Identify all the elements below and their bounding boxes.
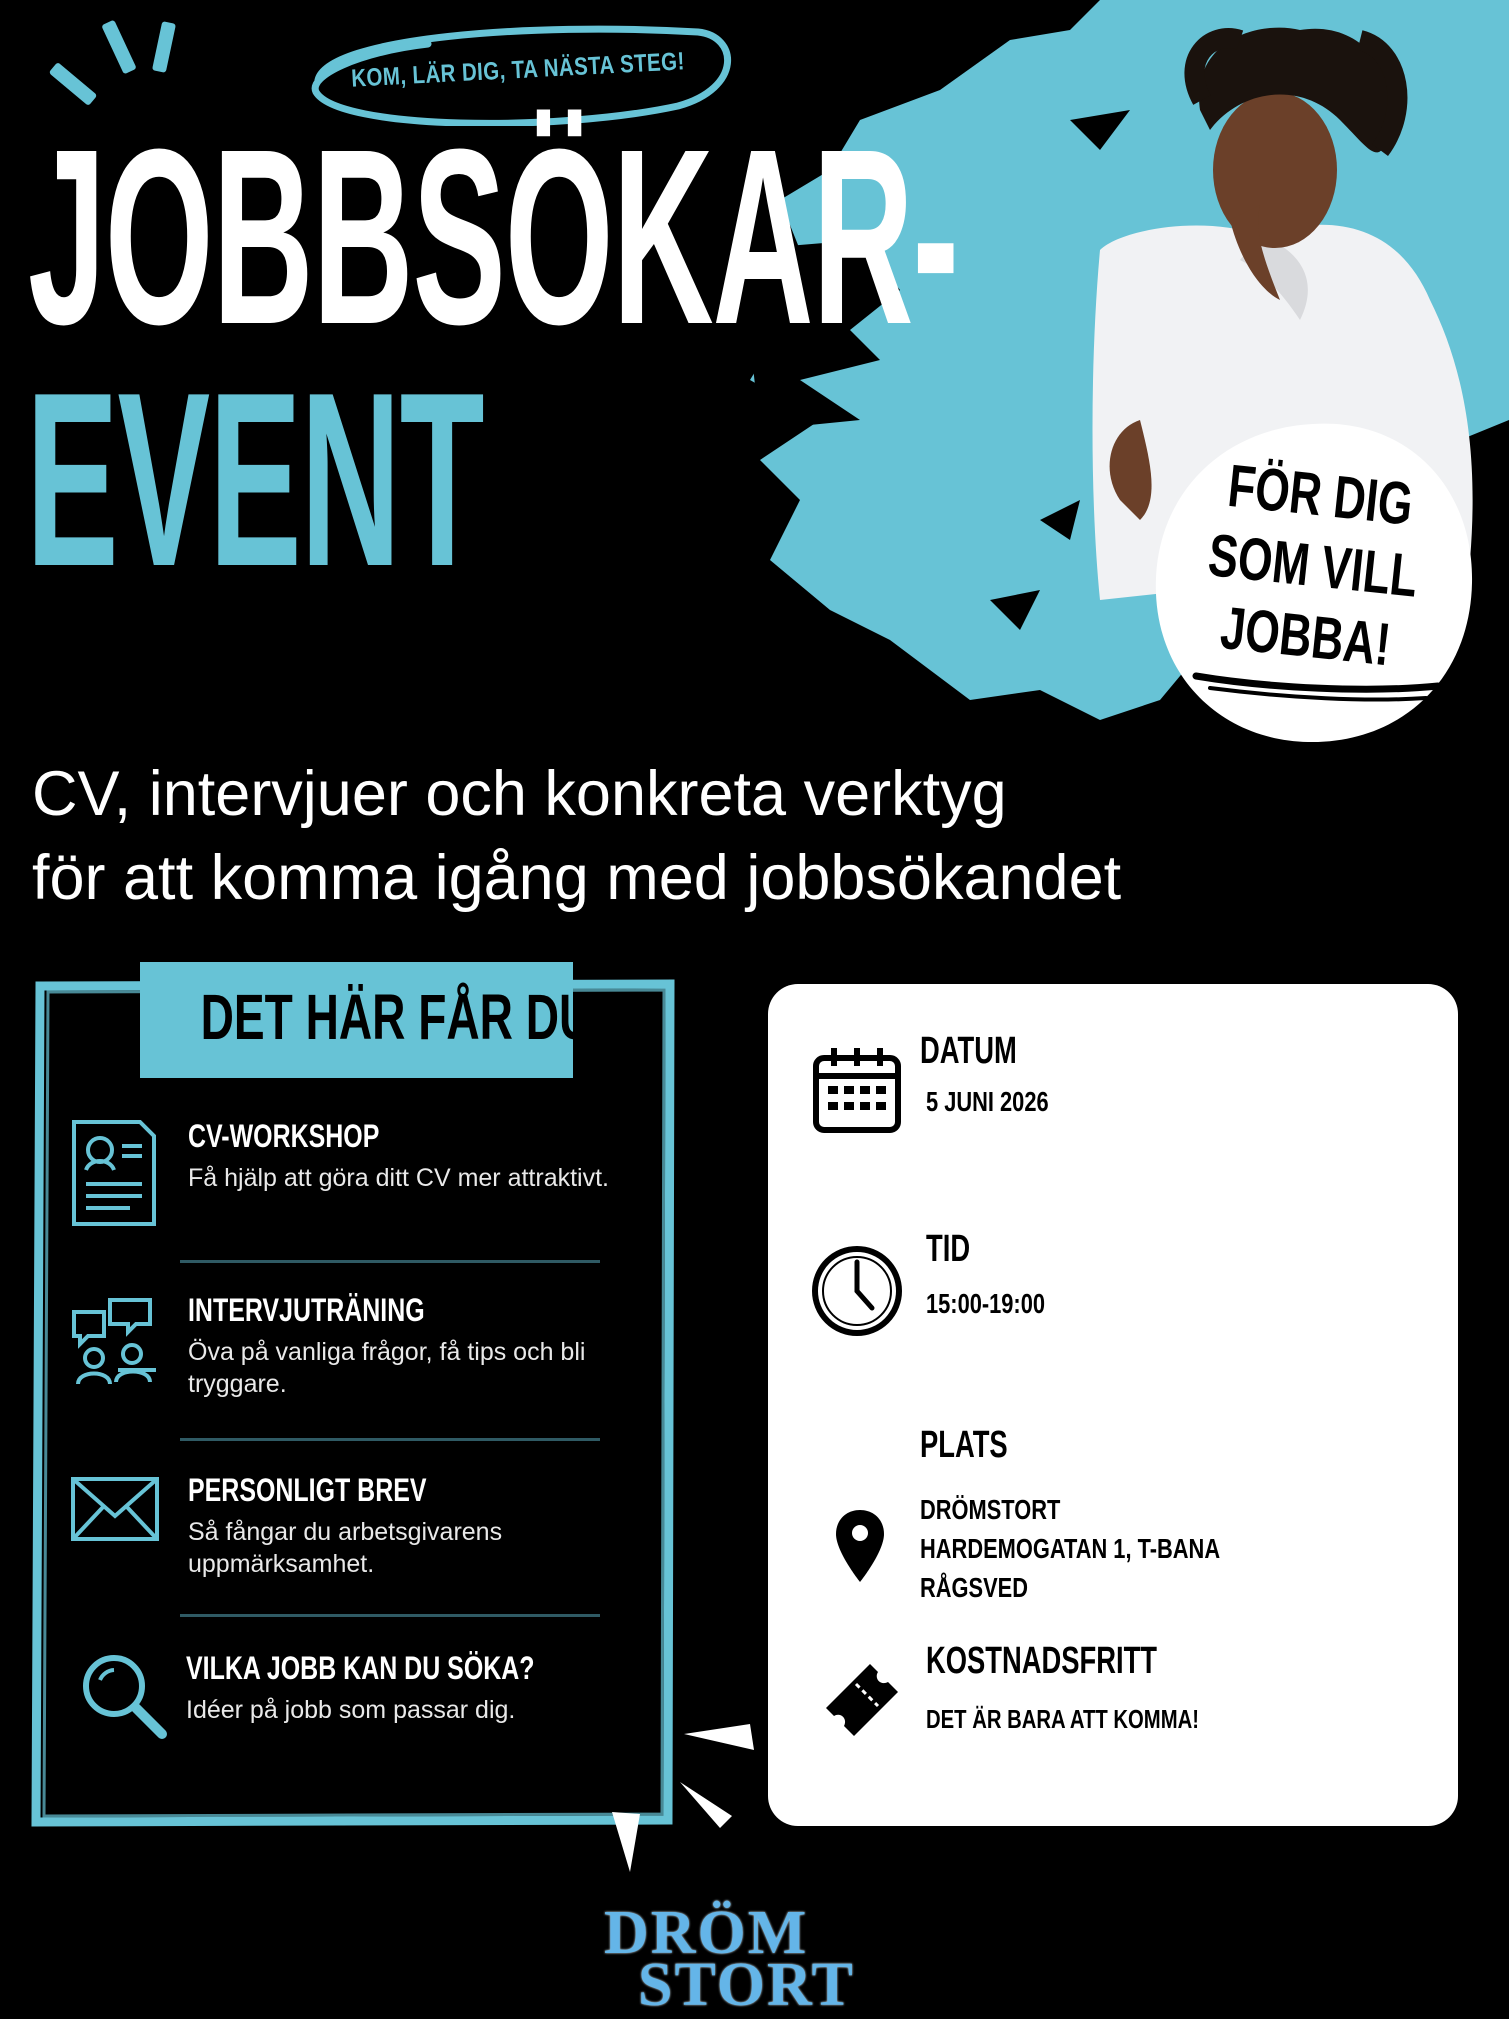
feature-title: PERSONLIGT BREV xyxy=(188,1472,427,1508)
title-line-2: EVENT xyxy=(26,340,484,618)
time-label: TID xyxy=(926,1228,971,1270)
title-line-1: JOBBSÖKAR- xyxy=(28,97,958,376)
date-label: DATUM xyxy=(920,1030,1017,1072)
location-pin-icon xyxy=(834,1508,886,1589)
dromstort-logo xyxy=(598,1899,873,2019)
interview-icon xyxy=(70,1292,158,1392)
features-heading: DET HÄR FÅR DU: xyxy=(200,981,608,1053)
place-label: PLATS xyxy=(920,1424,1008,1466)
place-line-1: DRÖMSTORT xyxy=(920,1494,1061,1525)
place-line-3: RÅGSVED xyxy=(920,1572,1029,1603)
cost-label: KOSTNADSFRITT xyxy=(926,1640,1158,1682)
feature-item-interview xyxy=(70,1292,650,1412)
subtitle xyxy=(32,752,1332,920)
feature-desc: Få hjälp att göra ditt CV mer attraktivt. xyxy=(188,1164,609,1192)
logo-line-2: STORT xyxy=(638,1951,855,2019)
logo-line-1: DRÖM xyxy=(604,1899,809,1967)
magnifier-icon xyxy=(78,1650,166,1750)
feature-item-cv xyxy=(70,1118,650,1238)
feature-title: INTERVJUTRÄNING xyxy=(188,1292,425,1328)
place-line-2: HARDEMOGATAN 1, T-BANA xyxy=(920,1533,1221,1564)
tagline-text: KOM, LÄR DIG, TA NÄSTA STEG! xyxy=(350,47,686,93)
subtitle-line-2: för att komma igång med jobbsökandet xyxy=(32,843,1122,913)
time-value: 15:00-19:00 xyxy=(926,1288,1045,1319)
spark-decoration xyxy=(680,1720,780,1875)
subtitle-line-1: CV, intervjuer och konkreta verktyg xyxy=(32,759,1007,829)
feature-title: CV-WORKSHOP xyxy=(188,1118,380,1154)
spark-decoration xyxy=(152,21,176,73)
spark-decoration xyxy=(610,1810,650,1885)
clock-icon xyxy=(810,1244,904,1343)
audience-badge xyxy=(1148,418,1478,748)
feature-item-jobs xyxy=(70,1650,650,1760)
feature-item-letter xyxy=(70,1472,650,1592)
feature-title: VILKA JOBB KAN DU SÖKA? xyxy=(186,1650,535,1686)
resume-icon xyxy=(70,1118,158,1218)
badge-line-2: SOM VILL xyxy=(1205,521,1421,610)
feature-desc: Öva på vanliga frågor, få tips och bli tryggare. xyxy=(188,1338,586,1398)
ticket-icon xyxy=(820,1658,904,1747)
spark-decoration xyxy=(101,20,137,75)
features-heading-box xyxy=(140,962,608,1078)
badge-line-3: JOBBA! xyxy=(1217,593,1394,678)
place-value xyxy=(920,1490,1220,1607)
event-info-card xyxy=(768,984,1458,1826)
feature-desc: Idéer på jobb som passar dig. xyxy=(186,1696,516,1724)
divider xyxy=(180,1260,600,1263)
badge-line-1: FÖR DIG xyxy=(1224,451,1416,538)
date-value: 5 JUNI 2026 xyxy=(926,1086,1049,1117)
envelope-icon xyxy=(70,1476,158,1576)
calendar-icon xyxy=(812,1044,902,1139)
feature-desc: Så fångar du arbetsgivarens uppmärksamhet. xyxy=(188,1518,503,1578)
divider xyxy=(180,1438,600,1441)
cost-value: DET ÄR BARA ATT KOMMA! xyxy=(926,1704,1199,1734)
divider xyxy=(180,1614,600,1617)
badge-text xyxy=(1180,448,1445,685)
